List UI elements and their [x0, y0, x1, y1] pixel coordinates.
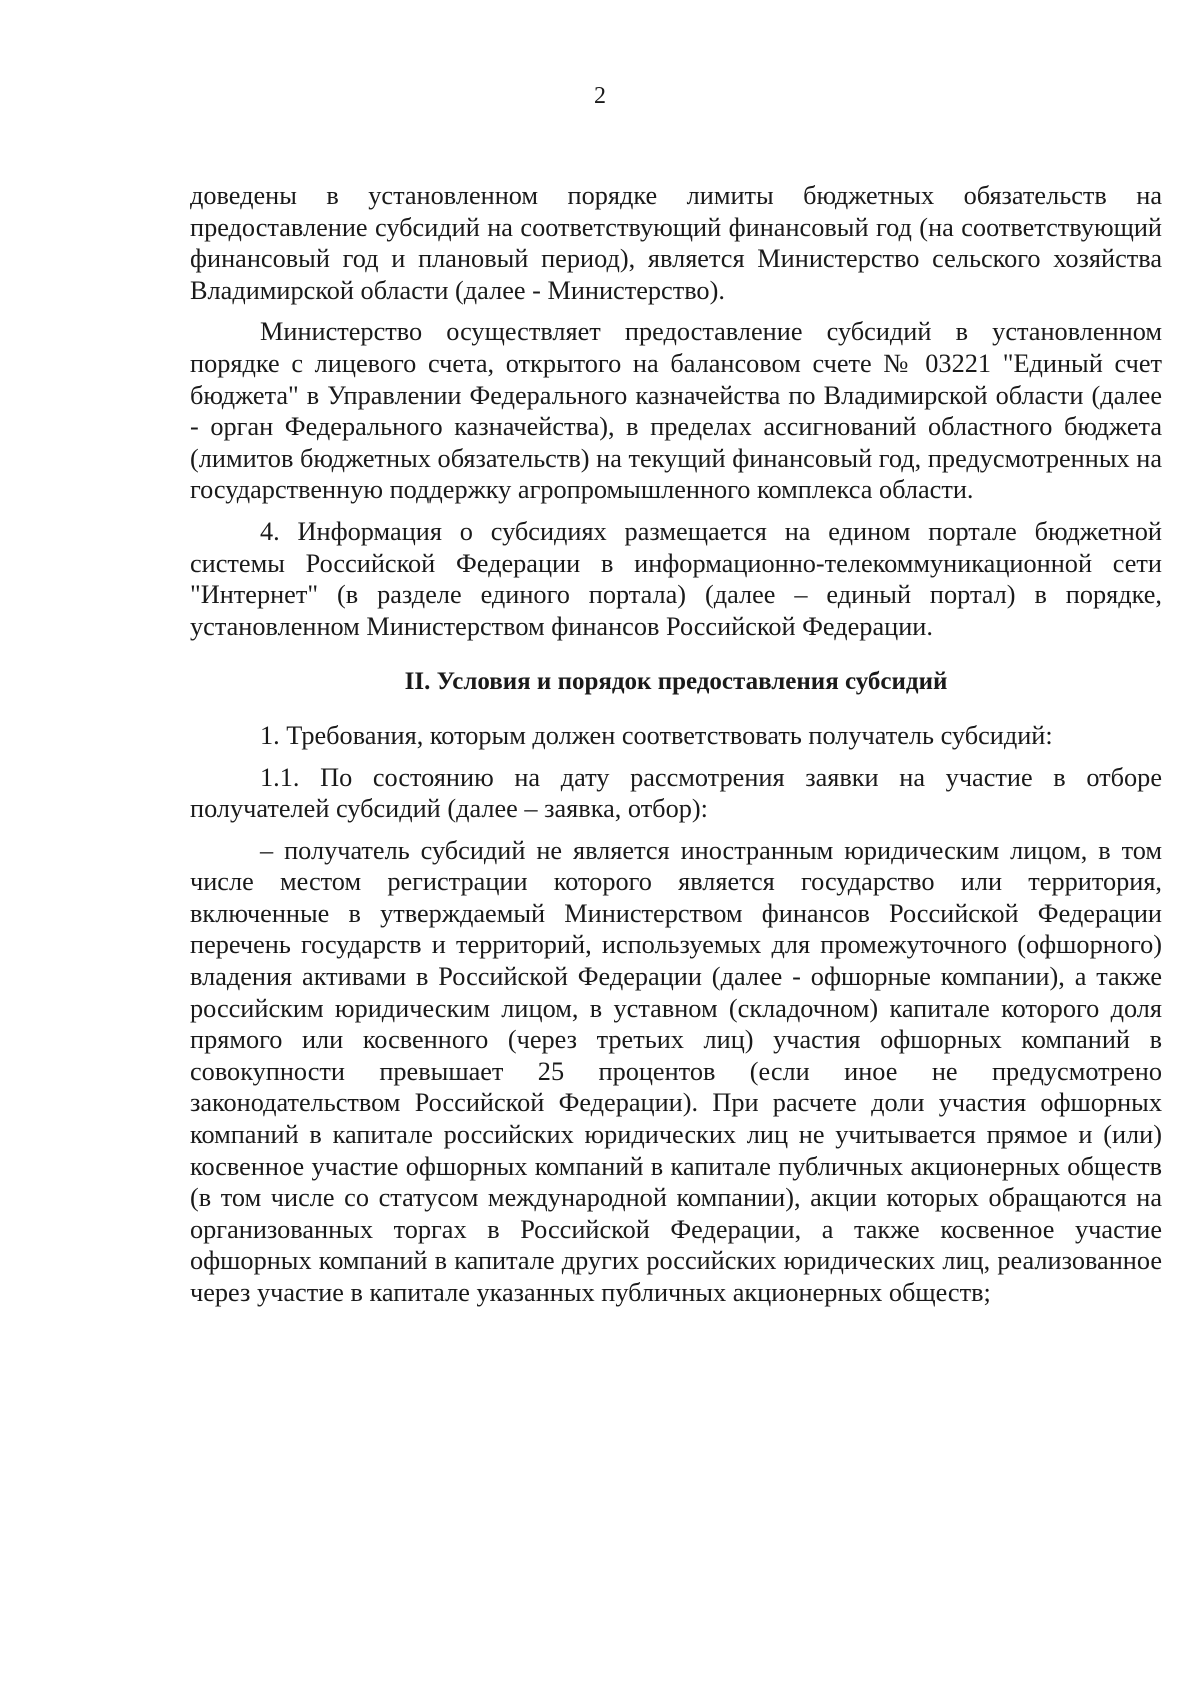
- section-heading: II. Условия и порядок предоставления субсидий: [404, 668, 948, 696]
- paragraph-requirements: 1. Требования, которым должен соответствовать получатель субсидий:: [260, 720, 1053, 750]
- paragraph-information-portal: 4. Информация о субсидиях размещается на едином портале бюджетной системы Российской Федерации в информационно-телекоммуникационной сети "Интернет" (в разделе единого портала) (далее – единый портал) в порядке, установленном Министерством финансов Российской Федерации.: [190, 516, 1162, 641]
- paragraph-offshore-condition: – получатель субсидий не является иностранным юридическим лицом, в том числе местом регистрации которого является государство или территория, включенные в утверждаемый Министерством финансов Российской Федерации перечень государств и территорий, используемых для промежуточного (офшорного) владения активами в Российской Федерации (далее - офшорные компании), а также российским юридическим лицом, в уставном (складочном) капитале которого доля прямого или косвенного (через третьих лиц) участия офшорных компаний в совокупности превышает 25 процентов (если иное не предусмотрено законодательством Российской Федерации). При расчете доли участия офшорных компаний в капитале российских юридических лиц не учитывается прямое и (или) косвенное участие офшорных компаний в капитале публичных акционерных обществ (в том числе со статусом международной компании), акции которых обращаются на организованных торгах в Российской Федерации, а также косвенное участие офшорных компаний в капитале других российских юридических лиц, реализованное через участие в капитале указанных публичных акционерных обществ;: [190, 835, 1162, 1307]
- document-body: [190, 180, 1162, 1319]
- paragraph-requirement-1-1: 1.1. По состоянию на дату рассмотрения заявки на участие в отборе получателей субсидий (далее – заявка, отбор):: [190, 762, 1162, 824]
- paragraph-ministry-account: Министерство осуществляет предоставление субсидий в установленном порядке с лицевого счета, открытого на балансовом счете № 03221 "Единый счет бюджета" в Управлении Федерального казначейства по Владимирской области (далее - орган Федерального казначейства), в пределах ассигнований областного бюджета (лимитов бюджетных обязательств) на текущий финансовый год, предусмотренных на государственную поддержку агропромышленного комплекса области.: [190, 317, 1162, 505]
- paragraph-budget-limits: доведены в установленном порядке лимиты бюджетных обязательств на предоставление субсидий на соответствующий финансовый год (на соответствующий финансовый год и плановый период), является Министерство сельского хозяйства Владимирской области (далее - Министерство).: [190, 181, 1162, 305]
- page-number: 2: [594, 83, 606, 109]
